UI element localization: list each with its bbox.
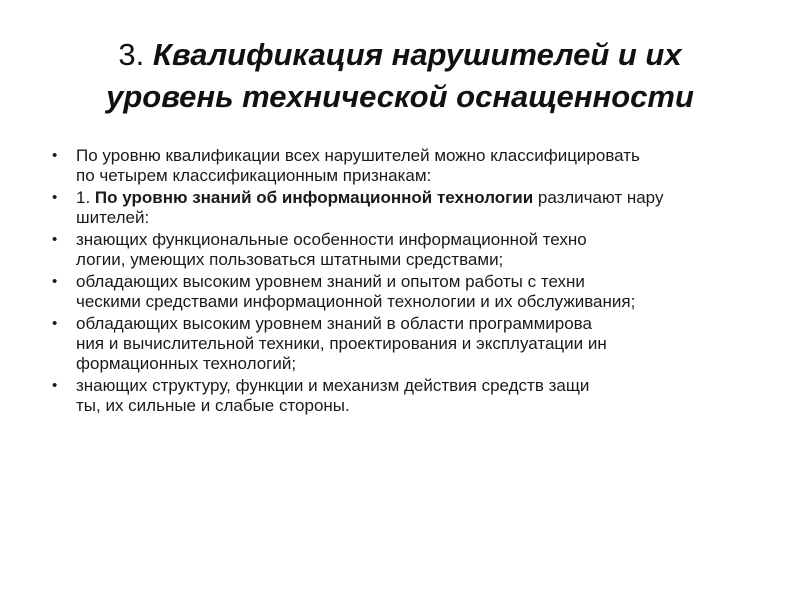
bullet-text-line: обладающих высоким уровнем знаний в области программирова [76,314,592,333]
bullet-text-line: формационных технологий; [76,354,297,373]
bullet-dot-icon: • [52,315,58,332]
bullet-item [52,188,762,228]
title-text-line2: уровень технической оснащенности [106,79,694,114]
bullet-bold-text: По уровню знаний об информационной технологии [94,188,534,207]
bullet-list [52,146,762,418]
title-number: 3. [118,37,145,72]
bullet-dot-icon: • [52,273,58,290]
bullet-text-line: ния и вычислительной техники, проектирования и эксплуатации ин [76,334,607,353]
bullet-dot-icon: • [52,377,58,394]
bullet-text-line: По уровню квалификации всех нарушителей можно классифицировать [76,146,640,165]
bullet-text-line: знающих структуру, функции и механизм действия средств защи [76,376,590,395]
bullet-dot-icon: • [52,231,58,248]
bullet-prefix: 1. [76,188,91,207]
bullet-item [52,314,762,374]
bullet-rest-text: различают нару [537,188,664,207]
title-text-line1: Квалификация нарушителей и их [152,37,682,72]
bullet-item [52,376,762,416]
bullet-text-line: логии, умеющих пользоваться штатными средствами; [76,250,504,269]
bullet-text-line: обладающих высоким уровнем знаний и опытом работы с техни [76,272,585,291]
bullet-text-line: знающих функциональные особенности информационной техно [76,230,587,249]
bullet-text-line [76,188,762,208]
bullet-text-line: шителей: [76,208,150,227]
bullet-item [52,230,762,270]
bullet-text-line: по четырем классификационным признакам: [76,166,432,185]
bullet-item [52,146,762,186]
bullet-dot-icon: • [52,147,58,164]
bullet-text-line: ты, их сильные и слабые стороны. [76,396,350,415]
bullet-text-line: ческими средствами информационной технологии и их обслуживания; [76,292,636,311]
slide-title [40,34,760,118]
bullet-dot-icon: • [52,189,58,206]
bullet-item [52,272,762,312]
